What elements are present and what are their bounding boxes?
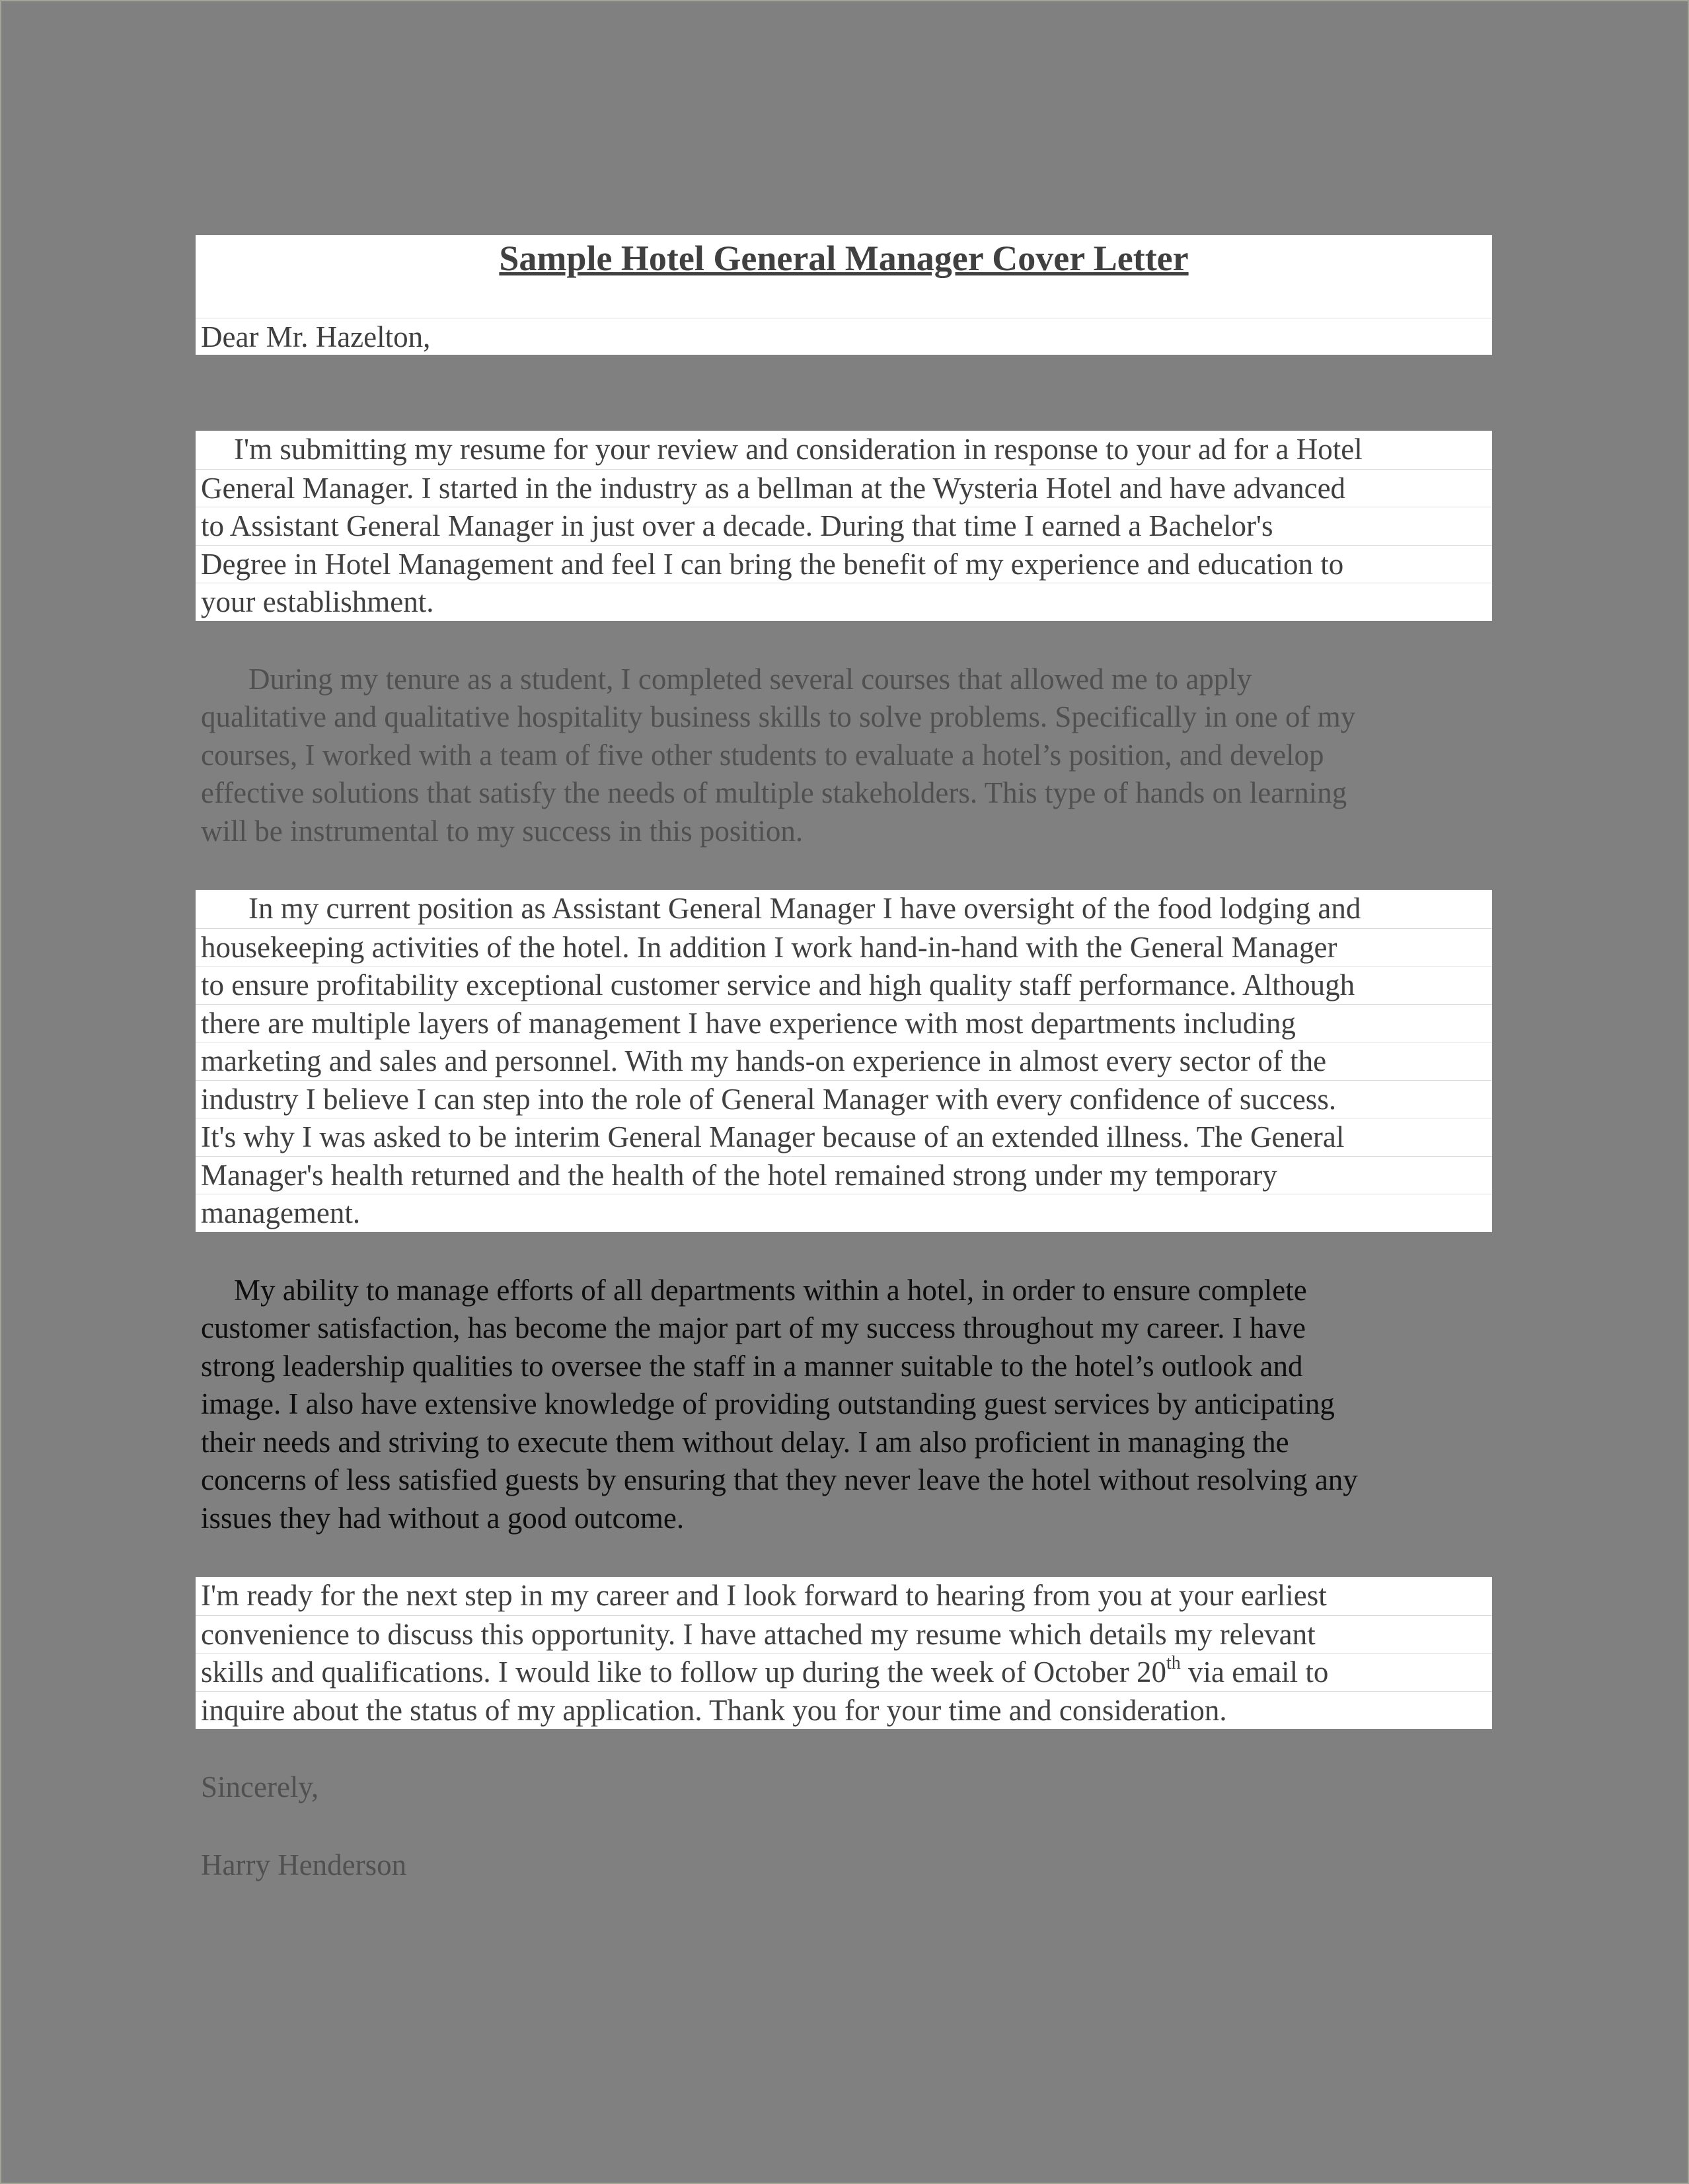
paragraph-line: qualitative and qualitative hospitality business skills to solve problems. Specifically in one of my xyxy=(201,700,1356,733)
paragraph-line: I'm ready for the next step in my career and I look forward to hearing from you at your earliest xyxy=(201,1579,1327,1612)
paragraph-line: to ensure profitability exceptional customer service and high quality staff performance. Although xyxy=(196,966,1492,1004)
closing: Sincerely, xyxy=(201,1770,319,1803)
paragraph-line: Degree in Hotel Management and feel I can bring the benefit of my experience and education to xyxy=(196,545,1492,583)
paragraph-line: industry I believe I can step into the role of General Manager with every confidence of success. xyxy=(196,1080,1492,1118)
paragraph-line: housekeeping activities of the hotel. In addition I work hand-in-hand with the General Manager xyxy=(196,928,1492,966)
paragraph-line: effective solutions that satisfy the needs of multiple stakeholders. This type of hands on learning xyxy=(201,776,1347,809)
paragraph-text: skills and qualifications. I would like to follow up during the week of October 20 xyxy=(201,1656,1166,1689)
paragraph-text: via email to xyxy=(1180,1656,1329,1689)
paragraph-line: issues they had without a good outcome. xyxy=(201,1501,685,1535)
paragraph-line: I'm submitting my resume for your review and consideration in response to your ad for a Hotel xyxy=(234,433,1363,466)
paragraph-line: your establishment. xyxy=(196,583,1492,621)
paragraph-5 xyxy=(196,1577,1492,1729)
paragraph-line: courses, I worked with a team of five other students to evaluate a hotel’s position, and develop xyxy=(201,738,1324,772)
letter-title: Sample Hotel General Manager Cover Letter xyxy=(499,238,1189,278)
signature-name: Harry Henderson xyxy=(201,1848,407,1881)
salutation: Dear Mr. Hazelton, xyxy=(201,320,431,353)
paragraph-line: marketing and sales and personnel. With my hands-on experience in almost every sector of the xyxy=(196,1042,1492,1080)
salutation-block xyxy=(196,318,1492,355)
paragraph-1 xyxy=(196,431,1492,621)
paragraph-line: customer satisfaction, has become the major part of my success throughout my career. I have xyxy=(201,1311,1306,1344)
paragraph-line: inquire about the status of my application. Thank you for your time and consideration. xyxy=(196,1691,1492,1729)
paragraph-4 xyxy=(196,1272,1492,1538)
paragraph-line: General Manager. I started in the industry as a bellman at the Wysteria Hotel and have advanced xyxy=(196,469,1492,507)
paragraph-line: convenience to discuss this opportunity. I have attached my resume which details my relevant xyxy=(196,1615,1492,1654)
title-block xyxy=(196,235,1492,318)
paragraph-2 xyxy=(196,661,1492,851)
paragraph-line: In my current position as Assistant General Manager I have oversight of the food lodging and xyxy=(248,892,1361,925)
paragraph-line xyxy=(196,1653,1492,1691)
paragraph-line: their needs and striving to execute them without delay. I am also proficient in managing the xyxy=(201,1425,1289,1459)
paragraph-line: image. I also have extensive knowledge of providing outstanding guest services by anticipating xyxy=(201,1387,1335,1420)
paragraph-line: concerns of less satisfied guests by ensuring that they never leave the hotel without resolving any xyxy=(201,1463,1358,1496)
cover-letter xyxy=(196,235,1492,1884)
paragraph-line: there are multiple layers of management I have experience with most departments including xyxy=(196,1004,1492,1042)
paragraph-line: My ability to manage efforts of all departments within a hotel, in order to ensure complete xyxy=(234,1273,1307,1307)
paragraph-line: Manager's health returned and the health of the hotel remained strong under my temporary xyxy=(196,1156,1492,1194)
paragraph-3 xyxy=(196,890,1492,1232)
paragraph-line: management. xyxy=(196,1194,1492,1232)
paragraph-line: During my tenure as a student, I completed several courses that allowed me to apply xyxy=(248,662,1252,696)
paragraph-line: It's why I was asked to be interim General Manager because of an extended illness. The General xyxy=(196,1118,1492,1156)
paragraph-line: will be instrumental to my success in this position. xyxy=(201,814,804,848)
paragraph-line: strong leadership qualities to oversee the staff in a manner suitable to the hotel’s outlook and xyxy=(201,1349,1303,1383)
ordinal-suffix: th xyxy=(1166,1653,1181,1673)
paragraph-line: to Assistant General Manager in just over a decade. During that time I earned a Bachelor's xyxy=(196,507,1492,545)
